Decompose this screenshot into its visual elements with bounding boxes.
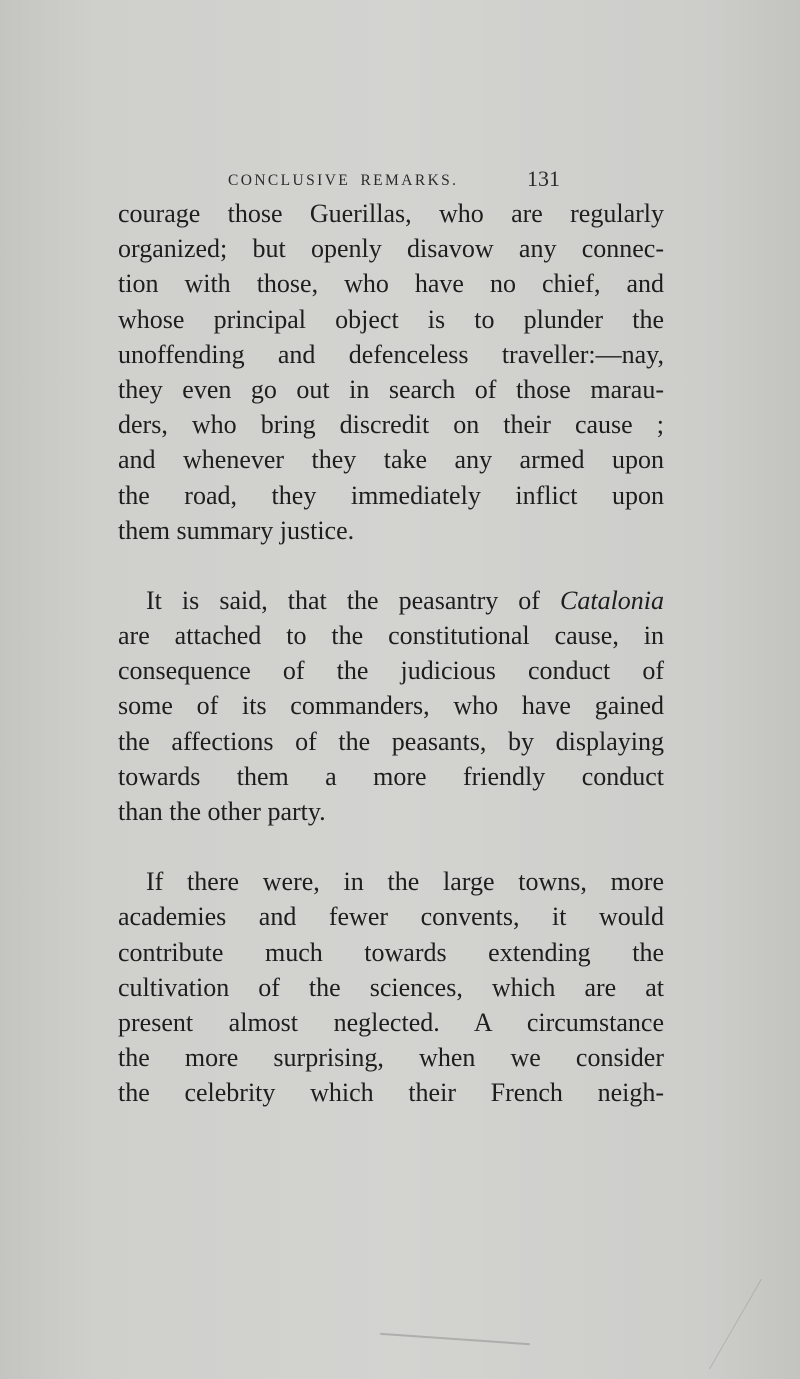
text-line: the road, they immediately inflict upon: [118, 480, 664, 510]
text-line: whose principal object is to plunder the: [118, 304, 664, 334]
body-text: [118, 196, 664, 1111]
text-line: courage those Guerillas, who are regularly: [118, 199, 664, 228]
text-line: the more surprising, when we consider: [118, 1043, 664, 1073]
page-header: [228, 166, 560, 196]
text-line: [118, 583, 664, 618]
text-line: the affections of the peasants, by displaying: [118, 726, 664, 756]
line-text: the peasantry of: [346, 585, 540, 615]
text-line: cultivation of the sciences, which are at: [118, 972, 664, 1002]
paragraph-gap: [118, 829, 664, 864]
text-line: they even go out in search of those marau-: [118, 374, 664, 404]
text-line: tion with those, who have no chief, and: [118, 269, 664, 299]
text-line: some of its commanders, who have gained: [118, 691, 664, 721]
text-line: towards them a more friendly conduct: [118, 761, 664, 791]
text-line: unoffending and defenceless traveller:—nay,: [118, 339, 664, 369]
line-prefix: It is said, that: [146, 585, 327, 615]
running-head: CONCLUSIVE REMARKS.: [228, 172, 459, 189]
place-name-catalonia: Catalonia: [560, 585, 665, 615]
text-line: the celebrity which their French neigh-: [118, 1078, 664, 1108]
text-line: and whenever they take any armed upon: [118, 445, 664, 475]
text-line: If there were, in the large towns, more: [146, 867, 664, 897]
page-number: 131: [527, 166, 560, 191]
text-line: contribute much towards extending the: [118, 937, 664, 967]
text-line: than the other party.: [118, 797, 326, 826]
text-line: ders, who bring discredit on their cause ;: [118, 410, 664, 440]
text-line: consequence of the judicious conduct of: [118, 656, 664, 686]
paper-smudge: [380, 1333, 530, 1345]
text-line: organized; but openly disavow any connec-: [118, 234, 664, 264]
text-line: are attached to the constitutional cause, in: [118, 621, 664, 651]
text-line: them summary justice.: [118, 515, 355, 545]
page-edge-crease: [709, 1279, 800, 1369]
text-line: academies and fewer convents, it would: [118, 902, 664, 932]
text-line: present almost neglected. A circumstance: [118, 1007, 664, 1037]
paragraph-gap: [118, 548, 664, 583]
